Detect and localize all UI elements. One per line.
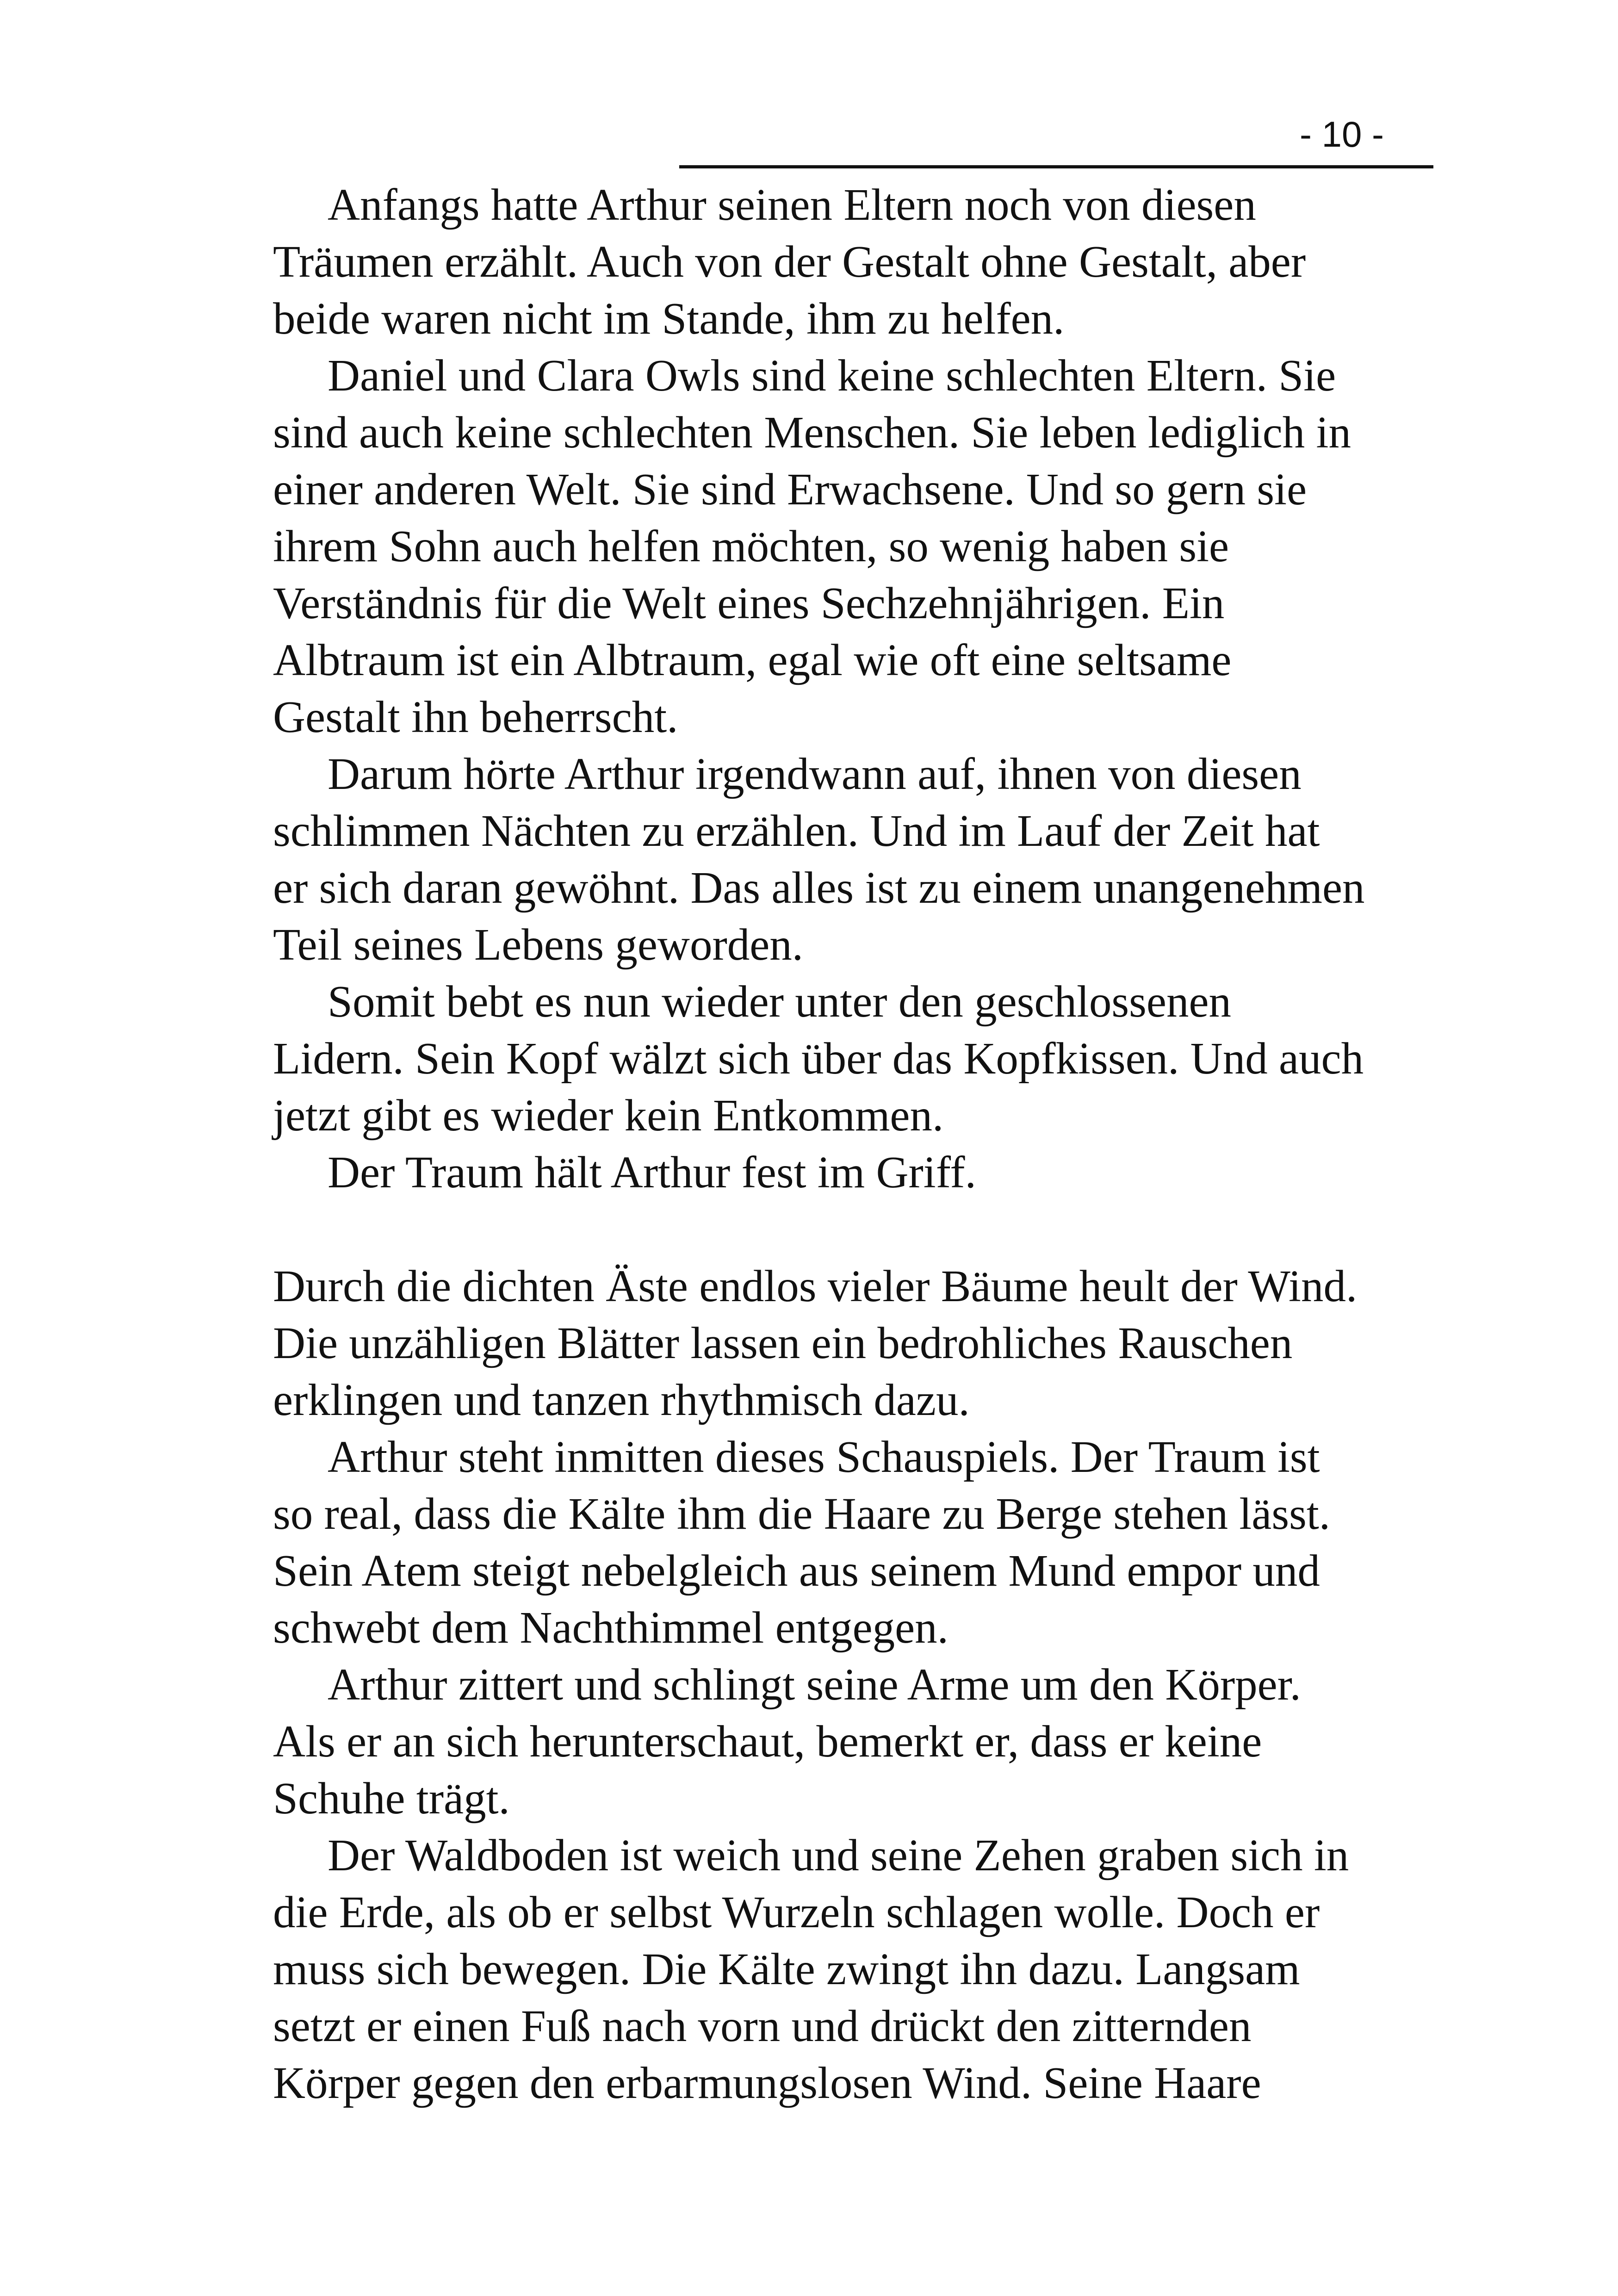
text-line: Somit bebt es nun wieder unter den geschlossenen <box>328 977 1232 1026</box>
text-line: er sich daran gewöhnt. Das alles ist zu einem unangenehmen <box>273 863 1365 912</box>
text-line: Darum hörte Arthur irgendwann auf, ihnen von diesen <box>328 749 1302 799</box>
text-line: schlimmen Nächten zu erzählen. Und im Lauf der Zeit hat <box>273 806 1320 856</box>
text-line: Sein Atem steigt nebelgleich aus seinem Mund empor und <box>273 1546 1320 1595</box>
text-line: ihrem Sohn auch helfen möchten, so wenig haben sie <box>273 521 1229 571</box>
header-rule <box>679 165 1433 168</box>
text-line: Der Traum hält Arthur fest im Griff. <box>328 1148 976 1197</box>
text-line: Verständnis für die Welt eines Sechzehnjährigen. Ein <box>273 578 1225 628</box>
text-line: setzt er einen Fuß nach vorn und drückt den zitternden <box>273 2001 1252 2051</box>
text-line: Lidern. Sein Kopf wälzt sich über das Kopfkissen. Und auch <box>273 1034 1364 1083</box>
text-line: Arthur steht inmitten dieses Schauspiels. Der Traum ist <box>328 1432 1320 1482</box>
text-line: so real, dass die Kälte ihm die Haare zu Berge stehen lässt. <box>273 1489 1331 1539</box>
text-line: Die unzähligen Blätter lassen ein bedrohliches Rauschen <box>273 1318 1293 1368</box>
text-line: die Erde, als ob er selbst Wurzeln schlagen wolle. Doch er <box>273 1887 1320 1937</box>
text-line: Anfangs hatte Arthur seinen Eltern noch von diesen <box>328 180 1256 230</box>
text-line: Albtraum ist ein Albtraum, egal wie oft eine seltsame <box>273 635 1232 685</box>
text-line: Durch die dichten Äste endlos vieler Bäume heult der Wind. <box>273 1261 1358 1311</box>
text-line: Arthur zittert und schlingt seine Arme um den Körper. <box>328 1660 1301 1709</box>
text-line: Schuhe trägt. <box>273 1774 510 1823</box>
text-line: Träumen erzählt. Auch von der Gestalt ohne Gestalt, aber <box>273 237 1306 286</box>
text-line: Körper gegen den erbarmungslosen Wind. Seine Haare <box>273 2058 1261 2108</box>
text-line: muss sich bewegen. Die Kälte zwingt ihn dazu. Langsam <box>273 1944 1300 1994</box>
text-line: erklingen und tanzen rhythmisch dazu. <box>273 1375 970 1425</box>
text-line: jetzt gibt es wieder kein Entkommen. <box>273 1091 944 1140</box>
text-line: schwebt dem Nachthimmel entgegen. <box>273 1603 948 1652</box>
text-line: Daniel und Clara Owls sind keine schlechten Eltern. Sie <box>328 351 1336 400</box>
page-number: - 10 - <box>1299 114 1384 155</box>
text-line: einer anderen Welt. Sie sind Erwachsene. Und so gern sie <box>273 465 1307 514</box>
text-line: Teil seines Lebens geworden. <box>273 920 804 969</box>
text-line: beide waren nicht im Stande, ihm zu helfen. <box>273 294 1065 343</box>
text-line: sind auch keine schlechten Menschen. Sie leben lediglich in <box>273 408 1351 457</box>
text-line: Als er an sich herunterschaut, bemerkt er, dass er keine <box>273 1717 1262 1766</box>
text-line: Der Waldboden ist weich und seine Zehen graben sich in <box>328 1831 1349 1880</box>
text-line: Gestalt ihn beherrscht. <box>273 692 678 742</box>
